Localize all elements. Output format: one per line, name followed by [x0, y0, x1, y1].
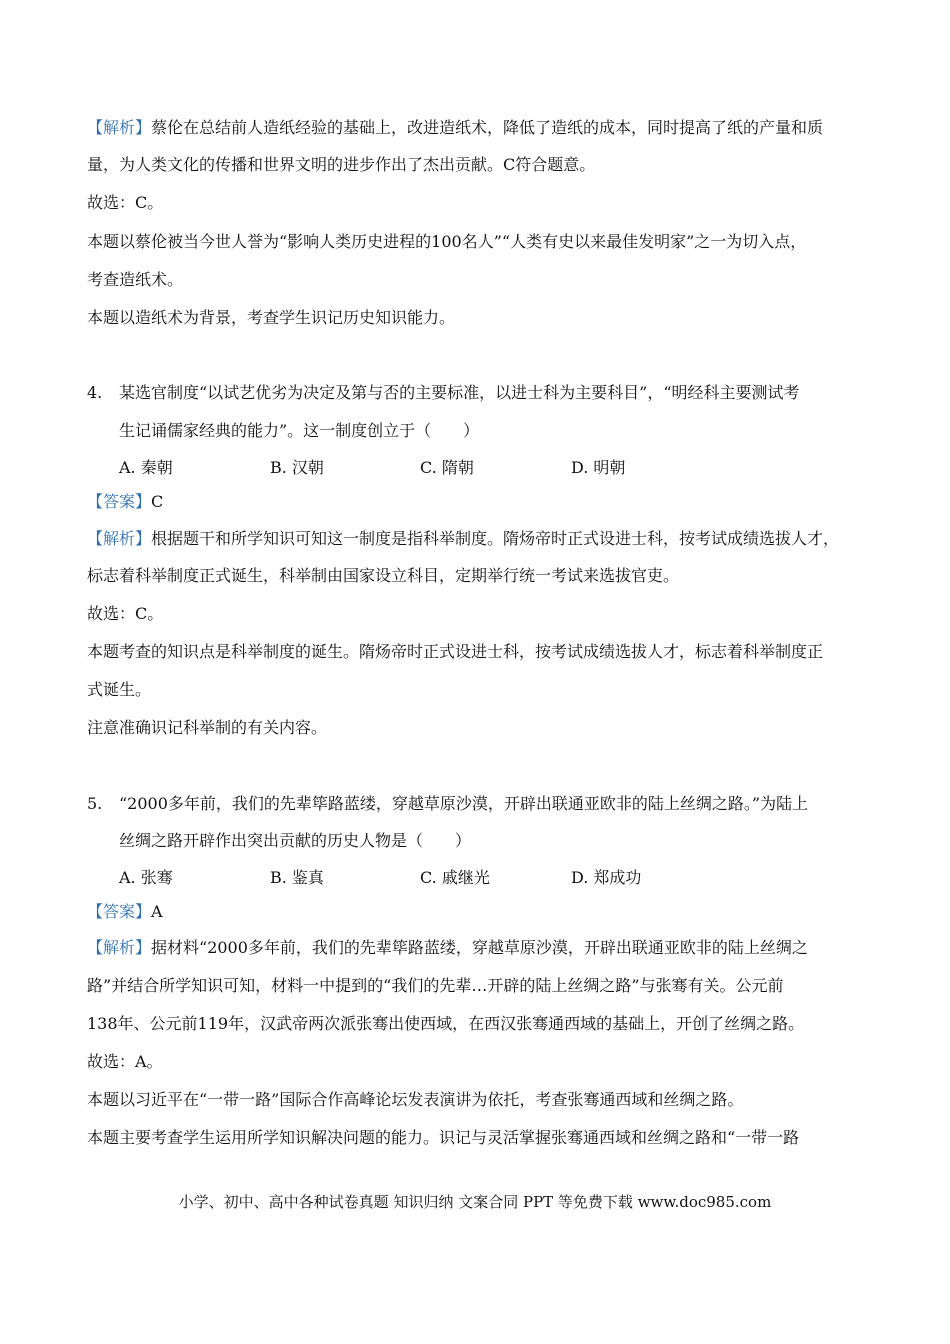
q5-answer-value: A	[151, 902, 163, 921]
q4-note-2: 注意准确识记科举制的有关内容。	[87, 718, 328, 737]
q4-choice: 故选：C。	[87, 604, 164, 623]
q3-analysis-line-1	[87, 118, 823, 138]
q4-analysis-text: 根据题干和所学知识可知这一制度是指科举制度。隋炀帝时正式设进士科，按考试成绩选拔人才，	[151, 529, 840, 548]
answer-tag: 【答案】	[87, 492, 152, 511]
analysis-tag: 【解析】	[87, 938, 152, 957]
q5-stem-line-2: 丝绸之路开辟作出突出贡献的历史人物是（ ）	[119, 831, 472, 850]
q5-analysis-line-1	[87, 938, 808, 958]
q3-note-1-line-2: 考查造纸术。	[87, 270, 184, 289]
q5-analysis-line-3: 138年、公元前119年，汉武帝两次派张骞出使西域，在西汉张骞通西域的基础上，开创了丝绸之路。	[87, 1014, 805, 1033]
q5-note-1: 本题以习近平在“一带一路”国际合作高峰论坛发表演讲为依托，考查张骞通西域和丝绸之路。	[87, 1090, 744, 1109]
analysis-tag: 【解析】	[87, 529, 152, 548]
q5-analysis-line-2: 路”并结合所学知识可知，材料一中提到的“我们的先辈…开辟的陆上丝绸之路”与张骞有关。公元前	[87, 976, 784, 995]
q4-answer-value: C	[151, 492, 164, 511]
q4-note-1-line-1: 本题考查的知识点是科举制度的诞生。隋炀帝时正式设进士科，按考试成绩选拔人才，标志着科举制度正	[87, 642, 824, 661]
q5-number: 5.	[87, 794, 103, 813]
q5-stem-line-1	[87, 794, 808, 814]
q5-option-b: B. 鉴真	[270, 868, 324, 887]
q4-analysis-line-1	[87, 529, 839, 549]
q5-stem-text: “2000多年前，我们的先辈筚路蓝缕，穿越草原沙漠，开辟出联通亚欧非的陆上丝绸之路。”为陆上	[119, 794, 809, 813]
q3-note-1-line-1: 本题以蔡伦被当今世人誉为“影响人类历史进程的100名人”“人类有史以来最佳发明家”之一为切入点，	[87, 232, 807, 251]
q5-analysis-text: 据材料“2000多年前，我们的先辈筚路蓝缕，穿越草原沙漠，开辟出联通亚欧非的陆上丝绸之	[151, 938, 808, 957]
q5-option-c: C. 戚继光	[420, 868, 490, 887]
q5-note-2: 本题主要考查学生运用所学知识解决问题的能力。识记与灵活掌握张骞通西域和丝绸之路和“一带一路	[87, 1128, 800, 1147]
q3-analysis-line-2: 量，为人类文化的传播和世界文明的进步作出了杰出贡献。C符合题意。	[87, 155, 596, 174]
q3-analysis-text: 蔡伦在总结前人造纸经验的基础上，改进造纸术，降低了造纸的成本，同时提高了纸的产量和质	[151, 118, 824, 137]
q4-analysis-line-2: 标志着科举制度正式诞生，科举制由国家设立科目，定期举行统一考试来选拔官吏。	[87, 566, 680, 585]
q4-stem-line-1	[87, 383, 800, 403]
page-footer: 小学、初中、高中各种试卷真题 知识归纳 文案合同 PPT 等免费下载 www.doc985.com	[178, 1193, 772, 1211]
q5-choice: 故选：A。	[87, 1052, 163, 1071]
q3-note-2: 本题以造纸术为背景，考查学生识记历史知识能力。	[87, 308, 456, 327]
q4-option-a: A. 秦朝	[119, 458, 173, 477]
q4-answer	[87, 492, 163, 512]
q4-option-c: C. 隋朝	[420, 458, 474, 477]
q4-option-b: B. 汉朝	[270, 458, 324, 477]
analysis-tag: 【解析】	[87, 118, 152, 137]
q4-option-d: D. 明朝	[571, 458, 626, 477]
q4-note-1-line-2: 式诞生。	[87, 680, 152, 699]
q4-stem-text: 某选官制度“以试艺优劣为决定及第与否的主要标准，以进士科为主要科目”，“明经科主要测试考	[119, 383, 800, 402]
q5-option-d: D. 郑成功	[571, 868, 642, 887]
q5-answer	[87, 902, 163, 922]
q3-choice: 故选：C。	[87, 193, 164, 212]
q5-option-a: A. 张骞	[119, 868, 173, 887]
q4-stem-line-2: 生记诵儒家经典的能力”。这一制度创立于（ ）	[119, 421, 480, 440]
q4-number: 4.	[87, 383, 103, 402]
answer-tag: 【答案】	[87, 902, 152, 921]
